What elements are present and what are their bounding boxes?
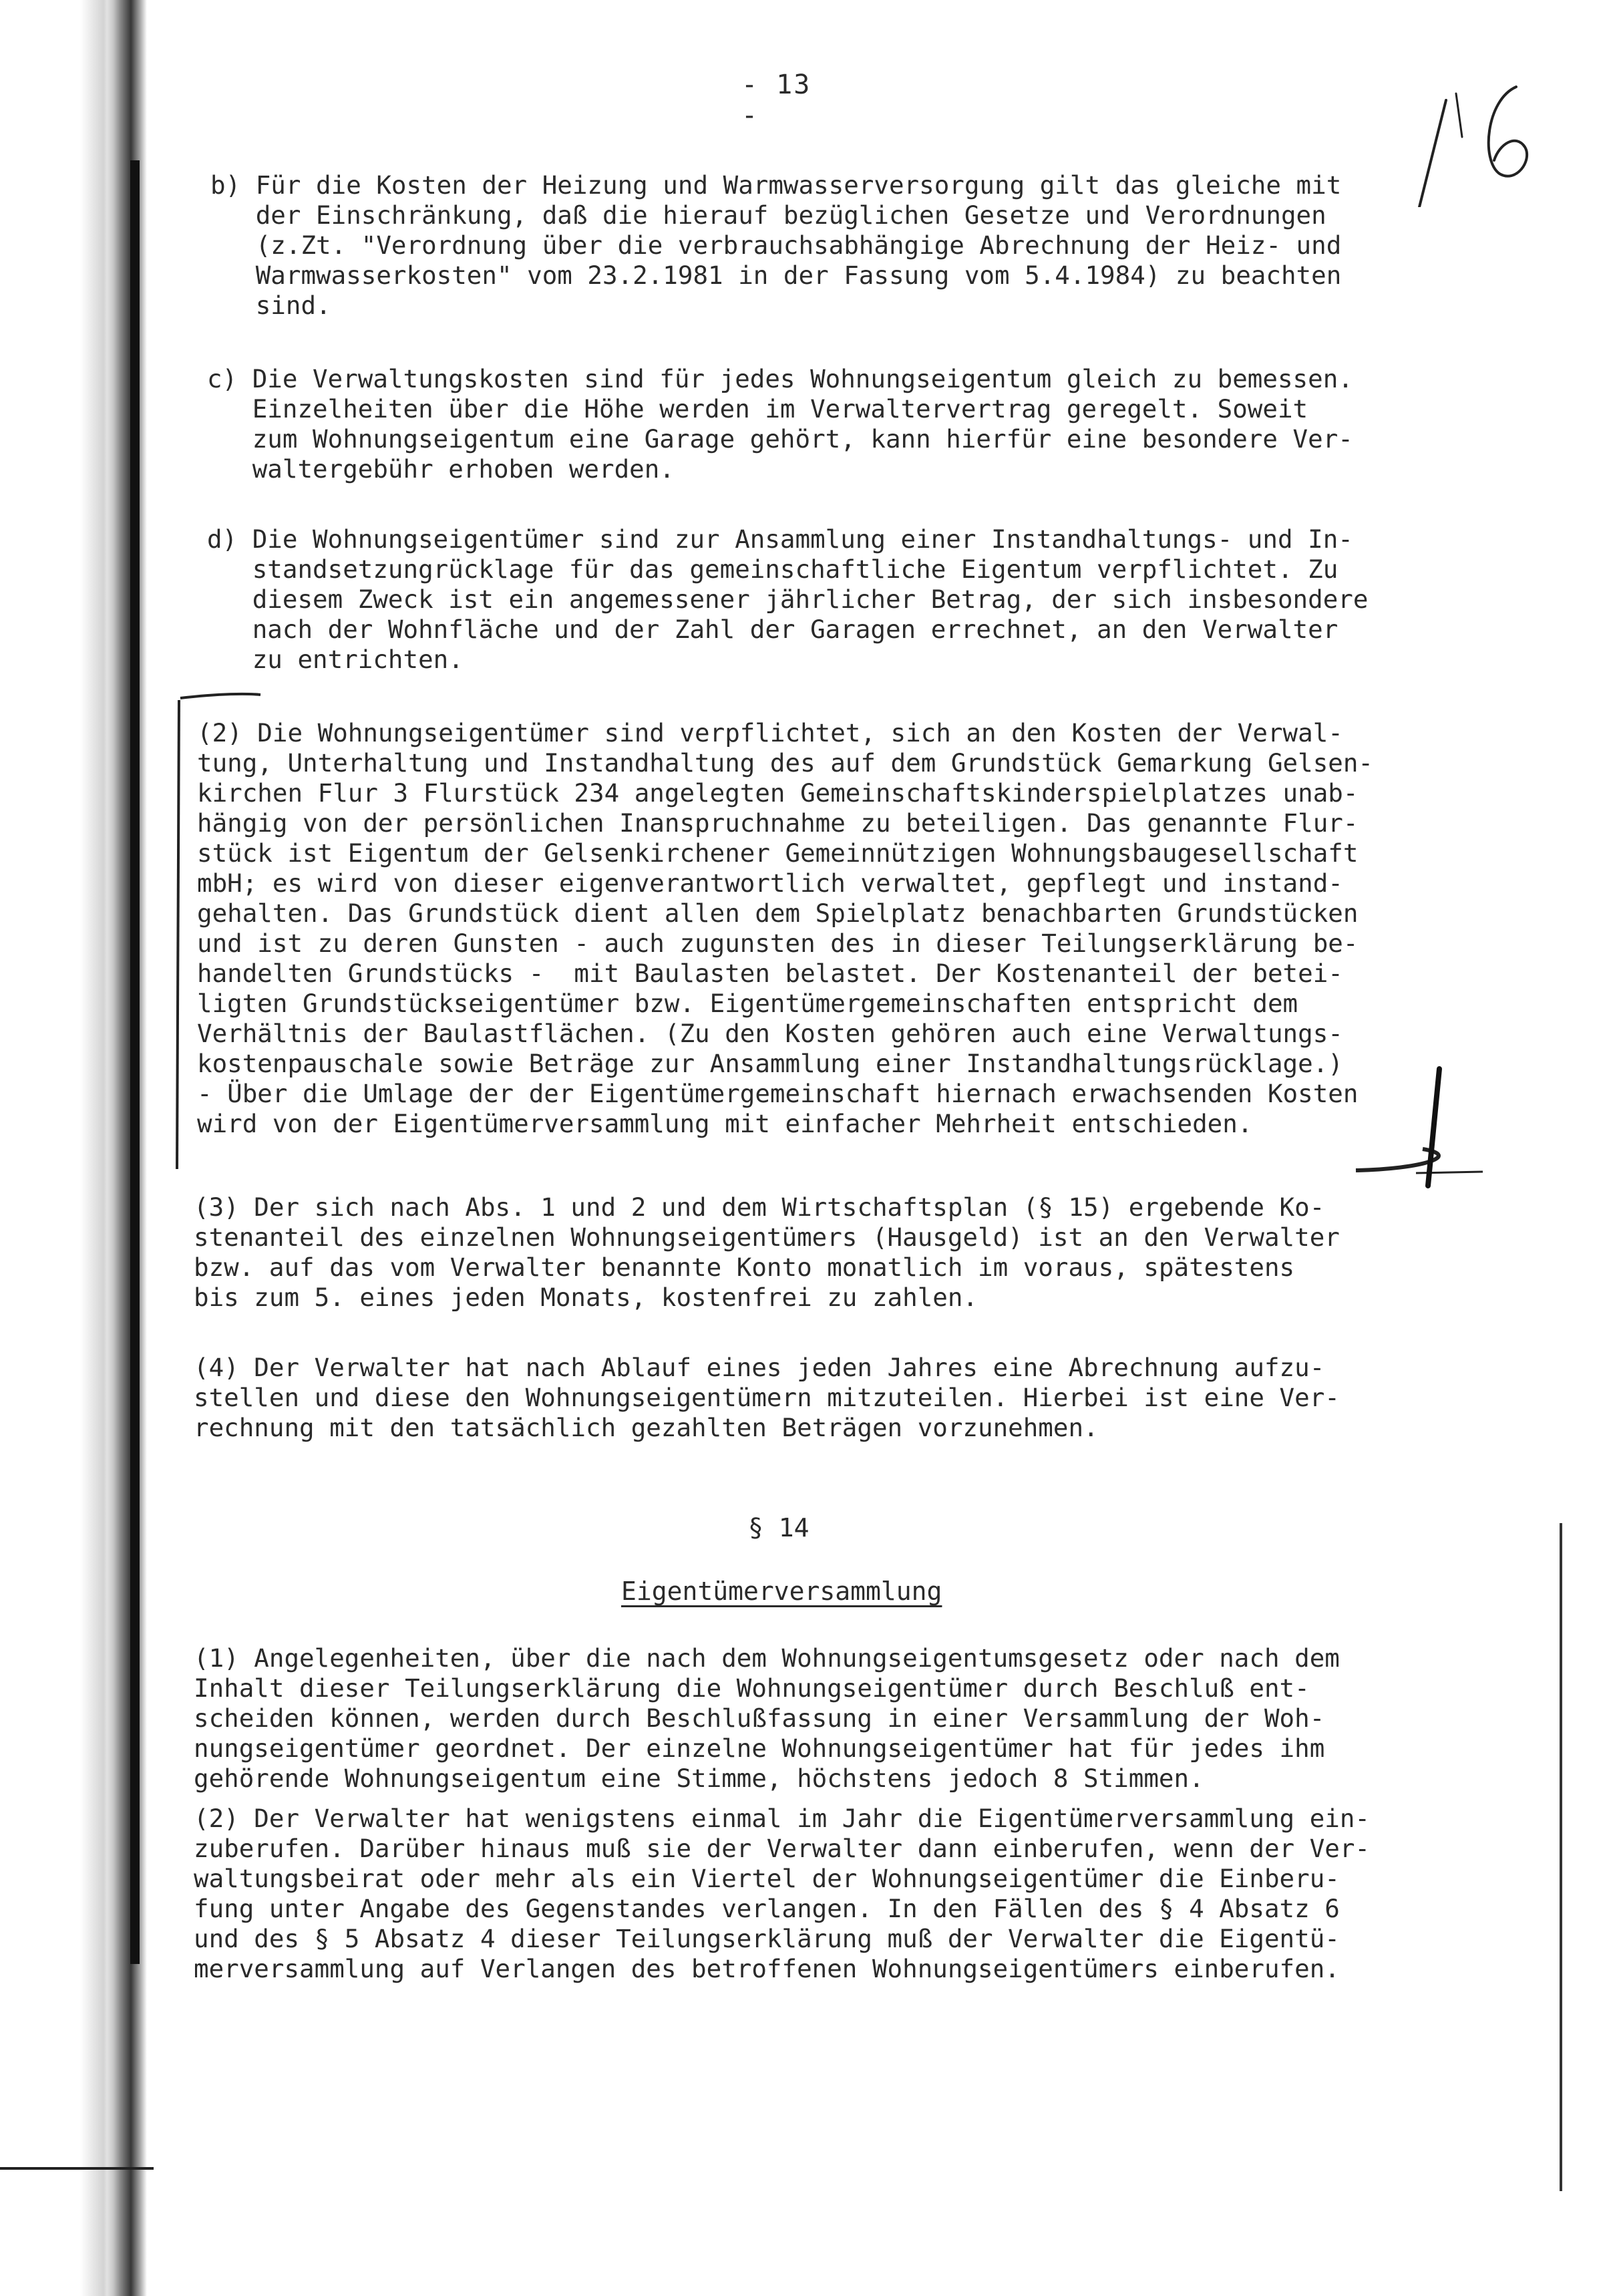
section14-paragraph-2: (2) Der Verwalter hat wenigstens einmal im Jahr die Eigentümerversammlung ein- zuberufen. Darüber hinaus muß sie der Verwalter dann einberufen, wenn der Ver- waltungsbeirat oder mehr als ein Viertel der Wohnungseigentümer die Einberu- fung unter Angabe des Gegenstandes verlangen. In den Fällen des § 4 Absatz 6 und des § 5 Absatz 4 dieser Teilungserklärung muß der Verwalter die Eigentü- merversammlung auf Verlangen des betroffenen Wohnungseigentümers einberufen. (194, 1804, 1370, 1983)
paragraph-absatz-4: (4) Der Verwalter hat nach Ablauf eines jeden Jahres eine Abrechnung aufzu- stellen und diese den Wohnungseigentümern mitzuteilen. Hierbei ist eine Ver- rechnung mit den tatsächlich gezahlten Beträgen vorzunehmen. (194, 1353, 1340, 1442)
paragraph-c: c) Die Verwaltungskosten sind für jedes Wohnungseigentum gleich zu bemessen. Einzelheiten über die Höhe werden im Verwaltervertrag geregelt. Soweit zum Wohnungseigentum eine Garage gehört, kann hierfür eine besondere Ver- waltergebühr erhoben werden. (207, 364, 1353, 484)
section14-paragraph-1: (1) Angelegenheiten, über die nach dem Wohnungseigentumsgesetz oder nach dem Inhalt dieser Teilungserklärung die Wohnungseigentümer durch Beschluß ent- scheiden können, werden durch Beschlußfassung in einer Versammlung der Woh- nungseigentümer geordnet. Der einzelne Wohnungseigentümer hat für jedes ihm gehörende Wohnungseigentum eine Stimme, höchstens jedoch 8 Stimmen. (194, 1643, 1340, 1793)
scan-artifact-bottom (0, 2167, 154, 2170)
paragraph-absatz-2: (2) Die Wohnungseigentümer sind verpflichtet, sich an den Kosten der Verwal- tung, Unterhaltung und Instandhaltung des auf dem Grundstück Gemarkung Gelsen- kirchen Flur 3 Flurstück 234 angelegten Gemeinschaftskinderspielplatzes unab- hängig von der persönlichen Inanspruchnahme zu beteiligen. Das genannte Flur- stück ist Eigentum der Gelsenkirchener Gemeinnützigen Wohnungsbaugesellschaft mbH; es wird von dieser eigenverantwortlich verwaltet, gepflegt und instand- gehalten. Das Grundstück dient allen dem Spielplatz benachbarten Grundstücken und ist zu deren Gunsten - auch zugunsten des in dieser Teilungserklärung be- handelten Grundstücks - mit Baulasten belastet. Der Kostenanteil der betei- ligten Grundstückseigentümer bzw. Eigentümergemeinschaften entspricht dem Verhältnis der Baulastflächen. (Zu den Kosten gehören auch eine Verwaltungs- kostenpauschale sowie Beträge zur Ansammlung einer Instandhaltungsrücklage.) - Über die Umlage der der Eigentümergemeinschaft hiernach erwachsenden Kosten wird von der Eigentümerversammlung mit einfacher Mehrheit entschieden. (197, 718, 1373, 1138)
section-number: § 14 (748, 1513, 810, 1542)
paragraph-b: b) Für die Kosten der Heizung und Warmwasserversorgung gilt das gleiche mit der Einschränkung, daß die hierauf bezüglichen Gesetze und Verordnungen (z.Zt. "Verordnung über die verbrauchsabhängige Abrechnung der Heiz- und Warmwasserkosten" vom 23.2.1981 in der Fassung vom 5.4.1984) zu beachten sind. (210, 170, 1342, 320)
paragraph-absatz-3: (3) Der sich nach Abs. 1 und 2 und dem Wirtschaftsplan (§ 15) ergebende Ko- stenanteil des einzelnen Wohnungseigentümers (Hausgeld) ist an den Verwalter bzw. auf das vom Verwalter benannte Konto monatlich im voraus, spätestens bis zum 5. eines jeden Monats, kostenfrei zu zahlen. (194, 1192, 1340, 1312)
paragraph-d: d) Die Wohnungseigentümer sind zur Ansammlung einer Instandhaltungs- und In- standsetzungrücklage für das gemeinschaftliche Eigentum verpflichtet. Zu diesem Zweck ist ein angemessener jährlicher Betrag, der sich insbesondere nach der Wohnfläche und der Zahl der Garagen errechnet, an den Verwalter zu entrichten. (207, 524, 1369, 674)
handwritten-page-number (1406, 73, 1540, 207)
scan-artifact-right (1560, 1523, 1562, 2191)
scan-shadow (107, 0, 147, 2296)
scan-edge-line (130, 160, 140, 1964)
section-title: Eigentümerversammlung (621, 1577, 942, 1606)
page-number: - 13 - (741, 69, 812, 131)
